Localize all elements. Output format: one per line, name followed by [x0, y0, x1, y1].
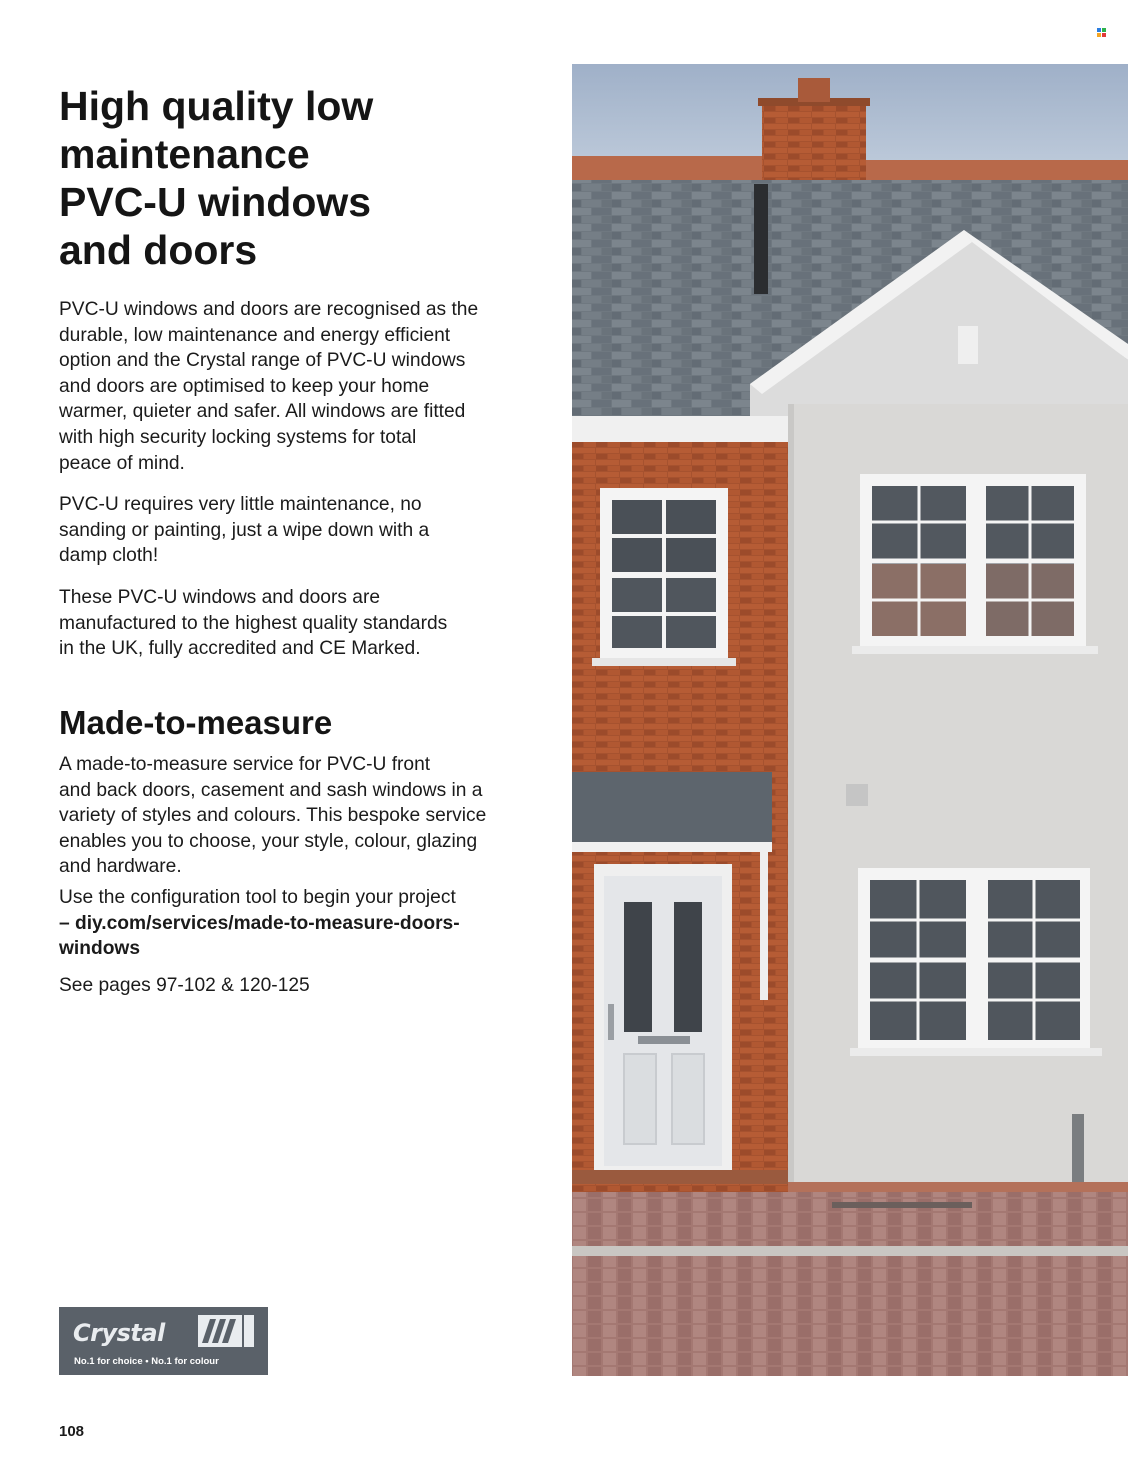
- text-line: PVC-U windows and doors are recognised as the: [59, 299, 479, 320]
- service-paragraph: [59, 752, 539, 880]
- logo-wordmark: Crystal: [73, 1319, 165, 1347]
- text-line: with high security locking systems for total: [59, 426, 417, 448]
- corner-brand-mark: [1097, 28, 1109, 38]
- colour-mark-icon: [198, 1315, 254, 1347]
- config-tool-link[interactable]: – diy.com/services/made-to-measure-doors-: [59, 912, 460, 934]
- text-line: variety of styles and colours. This bespoke service: [59, 805, 487, 827]
- text-line: warmer, quieter and safer. All windows are fitted: [59, 401, 466, 423]
- text-line: and doors are optimised to keep your home: [59, 375, 430, 397]
- standards-paragraph: [59, 585, 539, 662]
- text-line: A made-to-measure service for PVC-U front: [59, 754, 431, 775]
- text-line: and back doors, casement and sash windows in a: [59, 779, 483, 801]
- section-heading: Made-to-measure: [59, 704, 333, 741]
- maintenance-paragraph: [59, 492, 539, 569]
- house-facade-photo: [572, 64, 1128, 1376]
- text-line: See pages 97-102 & 120-125: [59, 975, 310, 996]
- text-line: option and the Crystal range of PVC-U windows: [59, 350, 466, 372]
- text-line: damp cloth!: [59, 545, 159, 567]
- text-line: These PVC-U windows and doors are: [59, 587, 381, 608]
- configuration-tool-paragraph: [59, 885, 539, 962]
- text-line: durable, low maintenance and energy efficient: [59, 324, 451, 346]
- crystal-logo: [59, 1307, 268, 1375]
- see-pages-reference: [59, 973, 539, 999]
- intro-paragraph: [59, 297, 539, 476]
- logo-tagline: No.1 for choice • No.1 for colour: [74, 1356, 219, 1367]
- text-line: manufactured to the highest quality standards: [59, 612, 448, 634]
- text-line: and hardware.: [59, 856, 182, 878]
- page-number: 108: [59, 1423, 85, 1440]
- title-line: maintenance: [59, 131, 310, 177]
- text-line: enables you to choose, your style, colour, glazing: [59, 830, 478, 852]
- title-line: High quality low: [59, 83, 374, 129]
- text-line: peace of mind.: [59, 452, 185, 474]
- text-line: sanding or painting, just a wipe down with a: [59, 519, 430, 541]
- page-title: [59, 82, 539, 274]
- text-line: PVC-U requires very little maintenance, no: [59, 494, 422, 515]
- text-line: Use the configuration tool to begin your project: [59, 887, 456, 908]
- config-tool-link[interactable]: windows: [59, 938, 141, 960]
- title-line: and doors: [59, 227, 258, 273]
- title-line: PVC-U windows: [59, 179, 372, 225]
- text-line: in the UK, fully accredited and CE Marked.: [59, 638, 421, 660]
